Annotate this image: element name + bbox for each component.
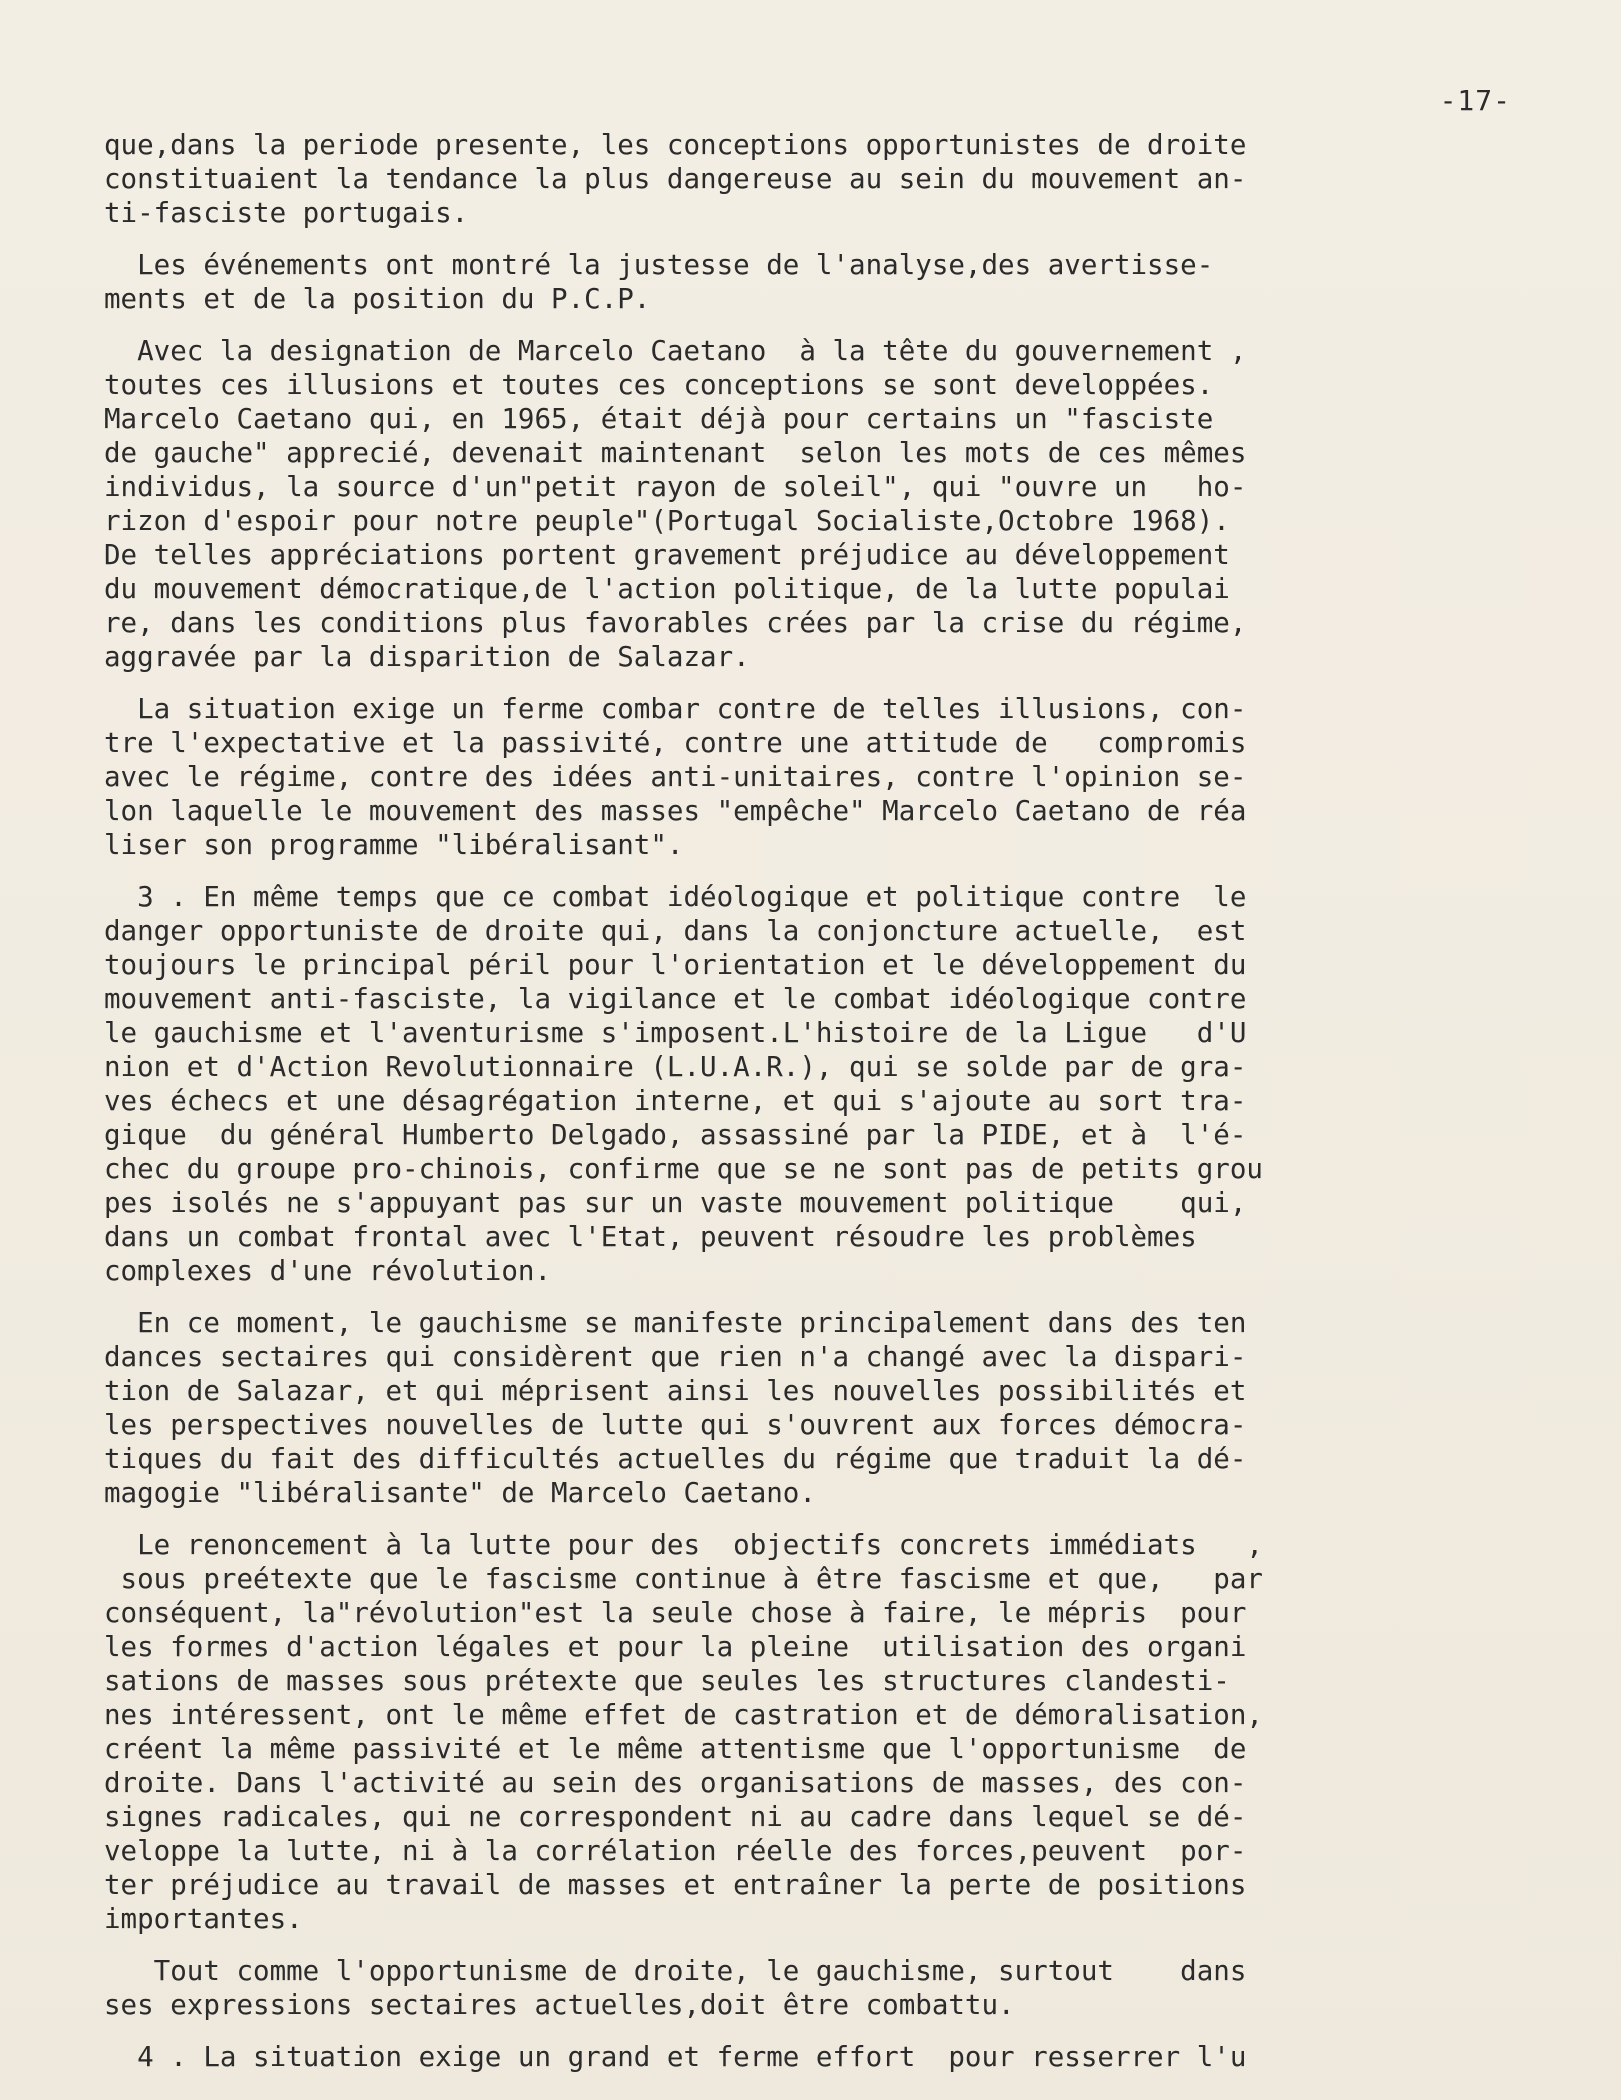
paragraph bbox=[104, 692, 1534, 862]
paragraph bbox=[104, 1954, 1534, 2022]
text-line: complexes d'une révolution. bbox=[104, 1255, 552, 1287]
text-line: importantes. bbox=[104, 1903, 303, 1935]
text-line: les formes d'action légales et pour la pleine utilisation des organi bbox=[104, 1631, 1247, 1663]
paragraph bbox=[104, 128, 1534, 230]
paragraph bbox=[104, 1306, 1534, 1510]
text-line: En ce moment, le gauchisme se manifeste principalement dans des ten bbox=[104, 1307, 1247, 1339]
text-line: gique du général Humberto Delgado, assassiné par la PIDE, et à l'é- bbox=[104, 1119, 1247, 1151]
text-line: ves échecs et une désagrégation interne, et qui s'ajoute au sort tra- bbox=[104, 1085, 1247, 1117]
text-line: les perspectives nouvelles de lutte qui s'ouvrent aux forces démocra- bbox=[104, 1409, 1247, 1441]
paragraph bbox=[104, 880, 1534, 1288]
text-line: La situation exige un ferme combar contre de telles illusions, con- bbox=[104, 693, 1247, 725]
text-line: tion de Salazar, et qui méprisent ainsi les nouvelles possibilités et bbox=[104, 1375, 1247, 1407]
text-line: 3 . En même temps que ce combat idéologique et politique contre le bbox=[104, 881, 1247, 913]
text-line: liser son programme "libéralisant". bbox=[104, 829, 684, 861]
text-line: De telles appréciations portent gravement préjudice au développement bbox=[104, 539, 1230, 571]
text-line: Avec la designation de Marcelo Caetano à la tête du gouvernement , bbox=[104, 335, 1247, 367]
text-line: pes isolés ne s'appuyant pas sur un vaste mouvement politique qui, bbox=[104, 1187, 1247, 1219]
text-line: Tout comme l'opportunisme de droite, le gauchisme, surtout dans bbox=[104, 1955, 1247, 1987]
text-line: Les événements ont montré la justesse de l'analyse,des avertisse- bbox=[104, 249, 1214, 281]
text-line: le gauchisme et l'aventurisme s'imposent.L'histoire de la Ligue d'U bbox=[104, 1017, 1247, 1049]
text-line: avec le régime, contre des idées anti-unitaires, contre l'opinion se- bbox=[104, 761, 1247, 793]
text-line: toutes ces illusions et toutes ces conceptions se sont developpées. bbox=[104, 369, 1214, 401]
text-line: droite. Dans l'activité au sein des organisations de masses, des con- bbox=[104, 1767, 1247, 1799]
text-line: veloppe la lutte, ni à la corrélation réelle des forces,peuvent por- bbox=[104, 1835, 1247, 1867]
text-line: 4 . La situation exige un grand et ferme effort pour resserrer l'u bbox=[104, 2041, 1247, 2073]
text-line: nes intéressent, ont le même effet de castration et de démoralisation, bbox=[104, 1699, 1263, 1731]
text-line: ses expressions sectaires actuelles,doit être combattu. bbox=[104, 1989, 1015, 2021]
text-line: sous preétexte que le fascisme continue à être fascisme et que, par bbox=[104, 1563, 1263, 1595]
text-line: ments et de la position du P.C.P. bbox=[104, 283, 651, 315]
text-line: Le renoncement à la lutte pour des objectifs concrets immédiats , bbox=[104, 1529, 1263, 1561]
document-body bbox=[104, 128, 1534, 2092]
text-line: individus, la source d'un"petit rayon de soleil", qui "ouvre un ho- bbox=[104, 471, 1247, 503]
paragraph bbox=[104, 334, 1534, 674]
text-line: chec du groupe pro-chinois, confirme que se ne sont pas de petits grou bbox=[104, 1153, 1263, 1185]
text-line: re, dans les conditions plus favorables crées par la crise du régime, bbox=[104, 607, 1247, 639]
text-line: conséquent, la"révolution"est la seule chose à faire, le mépris pour bbox=[104, 1597, 1247, 1629]
page-number: -17- bbox=[1439, 84, 1511, 117]
text-line: signes radicales, qui ne correspondent ni au cadre dans lequel se dé- bbox=[104, 1801, 1247, 1833]
text-line: ter préjudice au travail de masses et entraîner la perte de positions bbox=[104, 1869, 1247, 1901]
paragraph bbox=[104, 248, 1534, 316]
text-line: danger opportuniste de droite qui, dans la conjoncture actuelle, est bbox=[104, 915, 1247, 947]
text-line: sations de masses sous prétexte que seules les structures clandesti- bbox=[104, 1665, 1230, 1697]
text-line: magogie "libéralisante" de Marcelo Caetano. bbox=[104, 1477, 816, 1509]
paragraph bbox=[104, 2040, 1534, 2074]
text-line: de gauche" apprecié, devenait maintenant selon les mots de ces mêmes bbox=[104, 437, 1247, 469]
text-line: du mouvement démocratique,de l'action politique, de la lutte populai bbox=[104, 573, 1230, 605]
text-line: rizon d'espoir pour notre peuple"(Portugal Socialiste,Octobre 1968). bbox=[104, 505, 1230, 537]
text-line: lon laquelle le mouvement des masses "empêche" Marcelo Caetano de réa bbox=[104, 795, 1247, 827]
text-line: toujours le principal péril pour l'orientation et le développement du bbox=[104, 949, 1247, 981]
text-line: mouvement anti-fasciste, la vigilance et le combat idéologique contre bbox=[104, 983, 1247, 1015]
text-line: dans un combat frontal avec l'Etat, peuvent résoudre les problèmes bbox=[104, 1221, 1197, 1253]
text-line: tiques du fait des difficultés actuelles du régime que traduit la dé- bbox=[104, 1443, 1247, 1475]
text-line: créent la même passivité et le même attentisme que l'opportunisme de bbox=[104, 1733, 1247, 1765]
text-line: que,dans la periode presente, les conceptions opportunistes de droite bbox=[104, 129, 1247, 161]
text-line: Marcelo Caetano qui, en 1965, était déjà pour certains un "fasciste bbox=[104, 403, 1214, 435]
text-line: aggravée par la disparition de Salazar. bbox=[104, 641, 750, 673]
text-line: dances sectaires qui considèrent que rien n'a changé avec la dispari- bbox=[104, 1341, 1247, 1373]
paragraph bbox=[104, 1528, 1534, 1936]
text-line: constituaient la tendance la plus dangereuse au sein du mouvement an- bbox=[104, 163, 1247, 195]
text-line: ti-fasciste portugais. bbox=[104, 197, 469, 229]
text-line: nion et d'Action Revolutionnaire (L.U.A.R.), qui se solde par de gra- bbox=[104, 1051, 1247, 1083]
text-line: tre l'expectative et la passivité, contre une attitude de compromis bbox=[104, 727, 1247, 759]
